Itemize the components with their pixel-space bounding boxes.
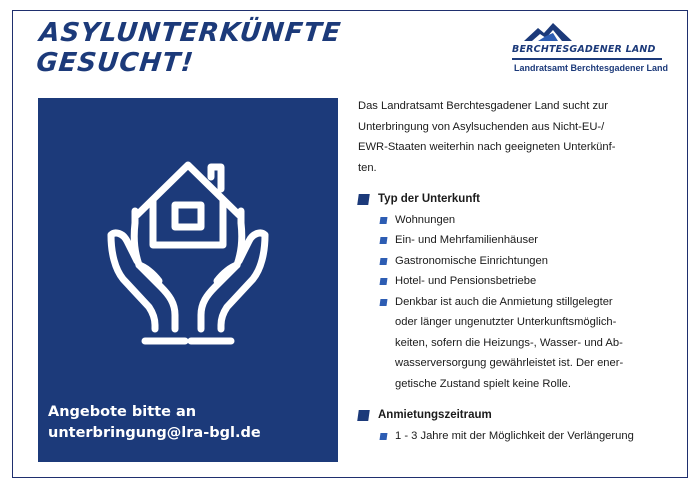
list-item [380,251,660,272]
intro-paragraph [358,96,660,178]
list-item-text: wasserversorgung gewährleistet ist. Der ener- [395,357,624,369]
intro-line: ten. [358,161,377,174]
section-heading [358,405,660,426]
content-column [358,96,660,446]
square-bullet-icon [380,299,388,306]
title-line-2: GESUCHT! [34,48,196,78]
list-item-text: Gastronomische Einrichtungen [395,254,548,267]
list-item-text: keiten, sofern die Heizungs-, Wasser- und Ab- [395,336,623,349]
list-item-text: Ein- und Mehrfamilienhäuser [395,234,539,246]
list-item-text: getische Zustand spielt keine Rolle. [395,377,571,390]
intro-line: Das Landratsamt Berchtesgadener Land sucht zur [358,100,608,112]
mountain-logo-icon [524,22,572,42]
list-item [380,292,660,395]
list-item-text: Denkbar ist auch die Anmietung stillgelegter [395,295,613,308]
list-item-text: 1 - 3 Jahre mit der Möglichkeit der Verlängerung [395,429,634,442]
square-bullet-icon [380,237,388,244]
period-list [380,426,660,447]
section-heading-label: Typ der Unterkunft [378,193,481,205]
list-item [380,210,660,231]
section-heading-label: Anmietungszeitraum [378,409,492,421]
list-item-text: oder länger ungenutzter Unterkunftsmöglich- [395,316,617,328]
hands-holding-house-icon [93,153,283,353]
logo-name: BERCHTESGADENER LAND [512,44,656,55]
list-item-text: Hotel- und Pensionsbetriebe [395,275,537,287]
list-item [380,230,660,251]
title-line-1: ASYLUNTERKÜNFTE [38,18,343,48]
section-heading [358,189,660,210]
square-bullet-icon [380,278,388,285]
contact-line-1: Angebote bitte an [48,404,197,420]
contact-email[interactable]: unterbringung@lra-bgl.de [48,425,261,441]
berchtesgadener-land-logo [512,22,669,82]
type-list [380,210,660,395]
intro-line: Unterbringung von Asylsuchenden aus Nicht-EU-/ [358,120,605,133]
intro-line: EWR-Staaten weiterhin nach geeigneten Unterkünf- [358,141,616,153]
square-bullet-icon [357,410,370,421]
contact-panel [38,98,338,462]
page-title [35,18,343,78]
logo-subtitle: Landratsamt Berchtesgadener Land [514,63,669,73]
square-bullet-icon [380,258,388,265]
list-item [380,271,660,292]
list-item-text: Wohnungen [395,213,456,226]
list-item [380,426,660,447]
logo-divider [512,58,662,60]
section-period [358,405,660,446]
contact-text [48,402,333,444]
square-bullet-icon [357,194,370,205]
square-bullet-icon [380,217,388,224]
section-type [358,189,660,394]
square-bullet-icon [380,433,388,440]
